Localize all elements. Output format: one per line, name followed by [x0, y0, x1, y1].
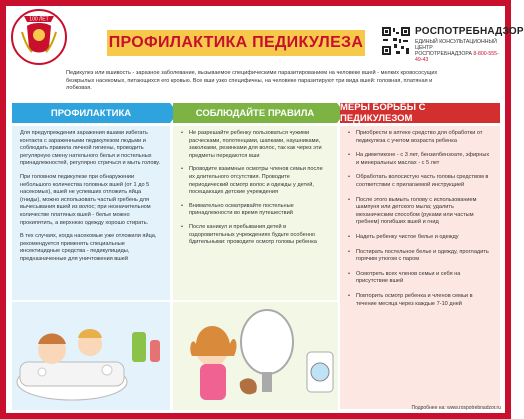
measures-item: • Надеть ребенку чистое белье и одежду	[348, 234, 492, 242]
eagle-emblem-icon	[10, 8, 68, 66]
footer-link[interactable]: Подробнее на: www.rospotrebnadzor.ru	[411, 405, 501, 411]
measures-item: • На диметиконе - с 3 лет, бензилбензоате, эфирных и минеральных маслах - с 5 лет	[348, 152, 492, 167]
title-bar	[107, 30, 365, 56]
measures-item: • Постирать постельное белье и одежду, прогладить горячим утюгом с паром	[348, 249, 492, 264]
column-measures	[340, 126, 500, 409]
page-title: ПРОФИЛАКТИКА ПЕДИКУЛЕЗА	[108, 34, 364, 51]
heading-prophylaxis: ПРОФИЛАКТИКА	[12, 103, 170, 123]
org-line2: РОСПОТРЕБНАДЗОРА	[415, 51, 472, 57]
measures-item: • Приобрести в аптеке средство для обработки от педикулеза с учетом возраста ребенка	[348, 130, 492, 145]
rules-item: • Проводите взаимные осмотры членов семьи после их длительного отсутствия. Проводите периодический осмотр волос и одежды у детей, посещающих детские учреждения	[181, 166, 329, 196]
measures-item: • Обработать волосистую часть головы средством в соответствии с прилагаемой инструкцией	[348, 174, 492, 189]
emblem-badge: 100 ЛЕТ	[29, 16, 49, 23]
measures-item: • После этого вымыть голову с использованием шампуня или детского мыла; удалить механическим способом (руками или частым гребнем) погибших вшей и гнид	[348, 197, 492, 227]
heading-measures: МЕРЫ БОРЬБЫ С ПЕДИКУЛЕЗОМ	[340, 103, 500, 123]
prophylaxis-paragraph: В тех случаях, когда насекомые уже отложили яйца, рекомендуется применять специальные инсектицидные средства - педикулициды, предназначенные для уничтожения вшей	[20, 233, 157, 262]
prophylaxis-paragraph: При головном педикулезе при обнаружении небольшого количества головных вшей (от 1 до 5 насекомых), вшей не успевших отложить яйца (гниды), можно использовать частый гребень для вычесывания вшей из волос; при незначительном количестве платяных вшей - белье можно прокипятить, а верхнюю одежду хорошо стирать.	[20, 173, 151, 226]
rules-item: • Внимательно осматривайте постельные принадлежности во время путешествий	[181, 203, 329, 218]
org-block	[415, 26, 524, 63]
measures-item: • Осмотреть всех членов семьи и себя на присутствие вшей	[348, 271, 492, 286]
measures-item: • Повторить осмотр ребенка и членов семьи в течение месяца через каждые 7-10 дней	[348, 293, 492, 308]
prophylaxis-paragraph: Для предупреждения заражения вшами избегать контакта с зараженными педикулезом людьми и соблюдать правила личной гигиены, проводить регулярную смену нательного белья и постельных принадлежностей, регулярно стричься и мыть голову.	[20, 130, 161, 167]
org-subtitle	[415, 39, 503, 63]
org-name: РОСПОТРЕБНАДЗОР	[415, 26, 524, 37]
intro-text: Педикулез или вшивость - заразное заболевание, вызываемое специфическими паразитированием на человеке вшей - мелких кровососущих безкрылых насекомых, питающихся его кровью. Все вши узко специфичны, на человеке паразитируют три вида вшей: головная, платяная и лобковая.	[66, 70, 438, 92]
org-phone: 8-800-555-49-43	[415, 51, 499, 63]
rules-item: • После каникул и пребывания детей в оздоровительных учреждениях будьте особенно бдительными: проводите осмотр головы ребенка	[181, 224, 329, 247]
illustration-children	[12, 232, 338, 410]
rules-item: • Не разрешайте ребенку пользоваться чужими расческами, полотенцами, шапками, наушниками, заколками, резинками для волос, так как через эти предметы передаются вши	[181, 130, 329, 160]
qr-code-icon	[381, 26, 411, 56]
heading-rules: СОБЛЮДАЙТЕ ПРАВИЛА	[173, 103, 337, 123]
org-line1: ЕДИНЫЙ КОНСУЛЬТАЦИОННЫЙ ЦЕНТР	[415, 39, 497, 51]
